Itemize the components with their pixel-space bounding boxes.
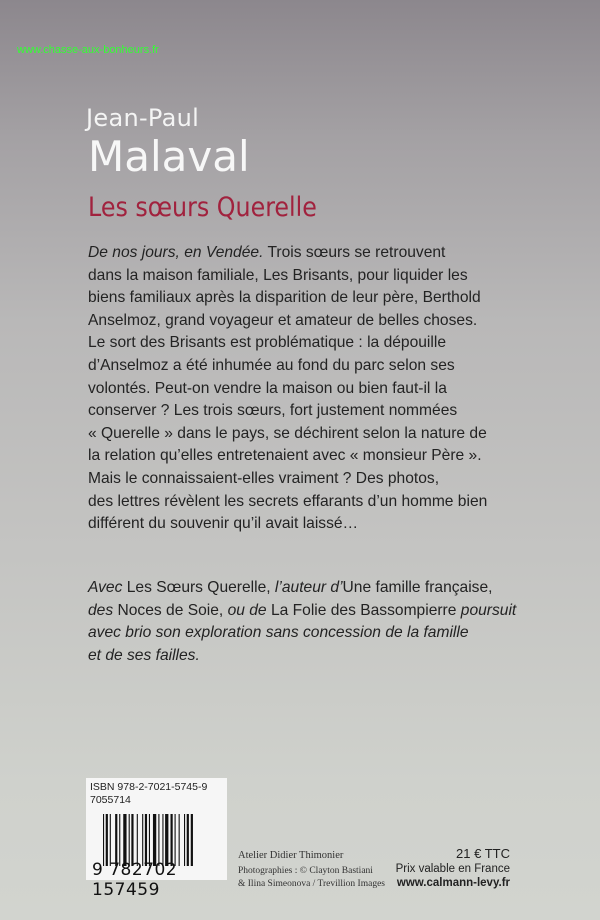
- author-note-paragraph: [88, 577, 516, 667]
- text-segment: d’Anselmoz a été inhumée au fond du parc selon ses: [88, 356, 455, 374]
- text-segment: des lettres révèlent les secrets effarants d’un homme bien: [88, 492, 488, 510]
- text-segment: avec brio son exploration sans concession de la famille: [88, 624, 469, 642]
- barcode-bar: [158, 814, 159, 866]
- text-segment: Noces de Soie,: [113, 601, 228, 619]
- text-segment: Avec: [88, 579, 123, 596]
- text-line: [88, 355, 487, 378]
- barcode-bar: [106, 814, 108, 866]
- barcode-bar: [191, 814, 193, 866]
- text-line: [88, 242, 487, 265]
- text-segment: des: [88, 601, 114, 619]
- photo-credit: Photographies : © Clayton Bastiani: [238, 866, 373, 876]
- text-segment: Le sort des Brisants est problématique : la dépouille: [88, 334, 446, 352]
- text-segment: Mais le connaissaient-elles vraiment ? Des photos,: [88, 469, 440, 487]
- text-segment: volontés. Peut-on vendre la maison ou bien faut-il la: [88, 379, 447, 397]
- text-segment: « Querelle » dans le pays, se déchirent selon la nature de: [88, 424, 487, 442]
- design-credit: Atelier Didier Thimonier: [238, 850, 344, 861]
- barcode-bar: [129, 814, 130, 866]
- text-segment: La Folie des Bassompierre: [266, 601, 461, 619]
- text-segment: et de ses failles.: [88, 646, 200, 664]
- barcode-bar: [184, 814, 185, 866]
- text-segment: poursuit: [460, 601, 517, 619]
- text-line: [88, 491, 487, 514]
- barcode-bar: [119, 814, 120, 866]
- barcode-bar: [137, 814, 138, 866]
- text-segment: Anselmoz, grand voyageur et amateur de belles choses.: [88, 311, 478, 329]
- text-segment: l’auteur d’: [274, 579, 343, 596]
- barcode-bar: [145, 814, 147, 866]
- barcode-bar: [171, 814, 173, 866]
- text-segment: De nos jours, en Vendée.: [88, 244, 264, 261]
- text-line: [88, 600, 516, 623]
- text-segment: différent du souvenir qu’il avait laissé…: [88, 515, 359, 533]
- text-line: [88, 445, 487, 468]
- text-line: [88, 645, 516, 668]
- barcode-bar: [187, 814, 189, 866]
- book-title: Les sœurs Querelle: [88, 192, 317, 223]
- text-line: [88, 400, 487, 423]
- text-line: [88, 287, 487, 310]
- text-line: [88, 332, 487, 355]
- text-line: [88, 622, 516, 645]
- watermark-url: www.chasse-aux-bonheurs.fr: [17, 44, 159, 56]
- isbn-number: ISBN 978-2-7021-5745-9: [90, 781, 208, 793]
- price-note: Prix valable en France: [395, 863, 510, 875]
- text-line: [88, 577, 516, 600]
- text-segment: biens familiaux après la disparition de leur père, Berthold: [88, 289, 481, 307]
- barcode-bar: [162, 814, 163, 866]
- author-first-name: Jean-Paul: [86, 104, 200, 132]
- publisher-website: www.calmann-levy.fr: [396, 877, 510, 889]
- barcode-bar: [165, 814, 168, 866]
- text-line: [88, 265, 487, 288]
- barcode-bar: [179, 814, 180, 866]
- barcode-bar: [123, 814, 126, 866]
- barcode-bar: [110, 814, 111, 866]
- text-line: [88, 513, 487, 536]
- barcode-bar: [149, 814, 150, 866]
- text-line: [88, 310, 487, 333]
- price: 21 € TTC: [456, 846, 510, 861]
- barcode-bar: [153, 814, 156, 866]
- text-segment: Les Sœurs Querelle,: [122, 579, 275, 596]
- text-line: [88, 423, 487, 446]
- text-segment: Une famille française,: [342, 579, 493, 596]
- barcode-bar: [115, 814, 117, 866]
- text-line: [88, 468, 487, 491]
- text-segment: ou de: [227, 601, 267, 619]
- barcode-bar: [175, 814, 176, 866]
- synopsis-paragraph: [88, 242, 487, 536]
- text-segment: la relation qu’elles entretenaient avec « monsieur Père ».: [88, 447, 482, 465]
- product-code: 7055714: [90, 794, 131, 806]
- text-segment: conserver ? Les trois sœurs, fort justement nommées: [88, 402, 458, 420]
- barcode-bar: [142, 814, 143, 866]
- author-last-name: Malaval: [88, 132, 250, 181]
- isbn-barcode: [86, 778, 227, 900]
- text-line: [88, 378, 487, 401]
- barcode-digits: 9 782702 157459: [92, 860, 178, 900]
- text-segment: dans la maison familiale, Les Brisants, pour liquider les: [88, 266, 468, 284]
- barcode-bar: [131, 814, 133, 866]
- barcode-bar: [103, 814, 104, 866]
- barcode-bars: [103, 814, 221, 866]
- text-segment: Trois sœurs se retrouvent: [263, 244, 446, 261]
- photo-credit-2: & Ilina Simeonova / Trevillion Images: [238, 879, 385, 889]
